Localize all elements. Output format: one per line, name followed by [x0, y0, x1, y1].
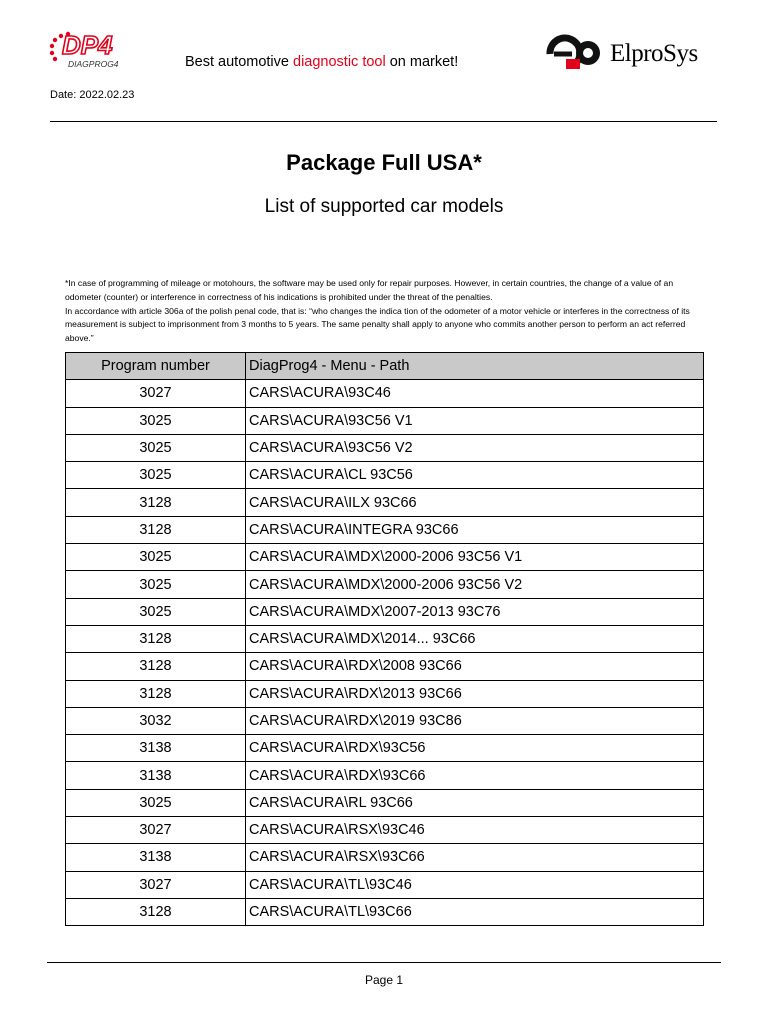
program-number-cell: 3027 — [66, 871, 246, 898]
program-number-cell: 3027 — [66, 817, 246, 844]
table-row — [66, 434, 704, 461]
table-row — [66, 462, 704, 489]
menu-path-cell: CARS\ACURA\RDX\93C66 — [246, 762, 704, 789]
diagprog4-logo — [46, 26, 154, 72]
page-subtitle: List of supported car models — [264, 196, 504, 217]
disclaimer-paragraph-1: *In case of programming of mileage or motohours, the software may be used only for repair purposes. However, in certain countries, the change of a value of an odometer (counter) or interference in correctness of his indications is prohibited under the threat of the penalties. — [65, 278, 674, 302]
table-row — [66, 871, 704, 898]
column-header-program-number: Program number — [66, 353, 246, 380]
table-header-row — [66, 353, 704, 380]
program-number-cell: 3025 — [66, 407, 246, 434]
program-number-cell: 3027 — [66, 380, 246, 407]
menu-path-cell: CARS\ACURA\MDX\2007-2013 93C76 — [246, 598, 704, 625]
menu-path-cell: CARS\ACURA\RDX\93C56 — [246, 735, 704, 762]
program-number-cell: 3128 — [66, 516, 246, 543]
menu-path-cell: CARS\ACURA\INTEGRA 93C66 — [246, 516, 704, 543]
table-row — [66, 735, 704, 762]
legal-disclaimer — [65, 277, 710, 346]
menu-path-cell: CARS\ACURA\RDX\2019 93C86 — [246, 707, 704, 734]
table-row — [66, 680, 704, 707]
table-row — [66, 544, 704, 571]
menu-path-cell: CARS\ACURA\RL 93C66 — [246, 789, 704, 816]
table-row — [66, 762, 704, 789]
program-number-cell: 3032 — [66, 707, 246, 734]
program-number-cell: 3025 — [66, 462, 246, 489]
menu-path-cell: CARS\ACURA\93C56 V2 — [246, 434, 704, 461]
program-number-cell: 3128 — [66, 898, 246, 925]
menu-path-cell: CARS\ACURA\93C56 V1 — [246, 407, 704, 434]
program-number-cell: 3025 — [66, 571, 246, 598]
elprosys-emblem-icon — [546, 34, 606, 74]
header-divider — [50, 121, 717, 122]
program-number-cell: 3128 — [66, 653, 246, 680]
table-row — [66, 625, 704, 652]
document-date: Date: 2022.02.23 — [50, 89, 135, 101]
program-number-cell: 3128 — [66, 680, 246, 707]
elprosys-logo — [546, 34, 706, 74]
column-header-menu-path: DiagProg4 - Menu - Path — [246, 353, 704, 380]
table-row — [66, 844, 704, 871]
disclaimer-paragraph-2: In accordance with article 306a of the polish penal code, that is: “who changes the indica tion of the odometer of a motor vehicle or interferes in the correctness of its measurement is subject to imprisonment from 3 months to 5 years. The same penalty shall apply to anyone who commits another person to perform an act referred above.” — [65, 305, 690, 344]
menu-path-cell: CARS\ACURA\TL\93C46 — [246, 871, 704, 898]
table-row — [66, 653, 704, 680]
program-number-cell: 3138 — [66, 762, 246, 789]
table-row — [66, 407, 704, 434]
page-title: Package Full USA* — [286, 150, 482, 175]
table-row — [66, 571, 704, 598]
program-number-cell: 3025 — [66, 434, 246, 461]
program-number-cell: 3128 — [66, 625, 246, 652]
menu-path-cell: CARS\ACURA\93C46 — [246, 380, 704, 407]
program-number-cell: 3025 — [66, 544, 246, 571]
table-row — [66, 817, 704, 844]
menu-path-cell: CARS\ACURA\RSX\93C66 — [246, 844, 704, 871]
table-row — [66, 489, 704, 516]
menu-path-cell: CARS\ACURA\RSX\93C46 — [246, 817, 704, 844]
tagline: Best automotive diagnostic tool on market! — [185, 54, 459, 70]
table-row — [66, 380, 704, 407]
page-number: Page 1 — [364, 973, 404, 987]
table-row — [66, 898, 704, 925]
menu-path-cell: CARS\ACURA\RDX\2008 93C66 — [246, 653, 704, 680]
logo-text: DP4 — [62, 30, 113, 60]
program-number-cell: 3138 — [66, 844, 246, 871]
program-number-cell: 3128 — [66, 489, 246, 516]
footer-divider — [47, 962, 721, 963]
menu-path-cell: CARS\ACURA\MDX\2000-2006 93C56 V2 — [246, 571, 704, 598]
program-number-cell: 3025 — [66, 598, 246, 625]
menu-path-cell: CARS\ACURA\TL\93C66 — [246, 898, 704, 925]
table-row — [66, 789, 704, 816]
menu-path-cell: CARS\ACURA\ILX 93C66 — [246, 489, 704, 516]
menu-path-cell: CARS\ACURA\CL 93C56 — [246, 462, 704, 489]
program-number-cell: 3025 — [66, 789, 246, 816]
table-row — [66, 516, 704, 543]
menu-path-cell: CARS\ACURA\MDX\2014... 93C66 — [246, 625, 704, 652]
brand-name: ElproSys — [610, 40, 698, 67]
table-row — [66, 707, 704, 734]
menu-path-cell: CARS\ACURA\MDX\2000-2006 93C56 V1 — [246, 544, 704, 571]
program-number-cell: 3138 — [66, 735, 246, 762]
table-row — [66, 598, 704, 625]
menu-path-cell: CARS\ACURA\RDX\2013 93C66 — [246, 680, 704, 707]
supported-models-table — [65, 352, 703, 926]
logo-subtext: DIAGPROG4 — [68, 59, 119, 69]
